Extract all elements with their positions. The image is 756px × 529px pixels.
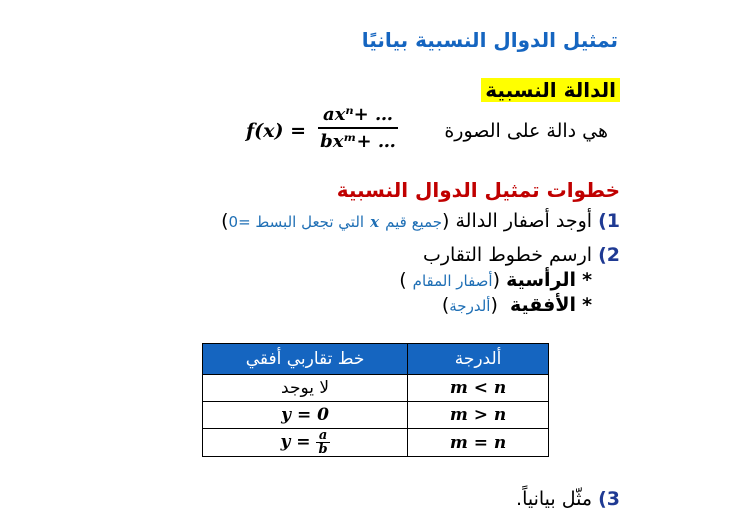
asymptote-fraction xyxy=(316,429,329,456)
step-2-vertical-open: ( xyxy=(492,269,501,291)
step-1 xyxy=(221,210,620,232)
step-2 xyxy=(423,244,620,266)
cell-degree: m = n xyxy=(408,429,549,457)
step-2-vertical-close: ) xyxy=(399,269,407,291)
step-3 xyxy=(516,488,620,510)
table-header-row xyxy=(203,344,549,375)
step-1-text: أوجد أصفار الدالة ( xyxy=(442,210,593,232)
table-row xyxy=(203,402,549,429)
table-row xyxy=(203,429,549,457)
cell-asymptote: لا يوجد xyxy=(203,375,408,402)
cell-degree: m < n xyxy=(408,375,549,402)
step-2-vertical-bullet: * xyxy=(582,269,592,291)
step-3-text: مثّل بيانياً. xyxy=(516,488,593,510)
step-2-number: 2) xyxy=(598,244,620,266)
step-1-note-after: التي تجعل البسط =0 xyxy=(228,213,365,231)
step-2-horizontal-bullet: * xyxy=(582,294,592,316)
formula-numerator: axⁿ+ … xyxy=(323,104,393,125)
step-2-horizontal-close: ) xyxy=(441,294,450,316)
step-1-close: ) xyxy=(221,210,229,232)
step-2-horizontal-open: ( xyxy=(490,294,498,316)
header-asymptote: خط تقاربي أفقي xyxy=(203,344,408,375)
asymptote-table xyxy=(202,343,549,457)
asymptote-lhs: y = xyxy=(280,432,311,452)
rational-function-formula xyxy=(246,104,396,160)
step-2-vertical-label: الرأسية xyxy=(506,269,577,291)
header-degree: ألدرجة xyxy=(408,344,549,375)
step-2-horizontal xyxy=(442,294,592,316)
step-2-horizontal-note: ألدرجة xyxy=(449,297,491,315)
step-3-number: 3) xyxy=(598,488,620,510)
formula-fraction xyxy=(318,104,398,152)
fraction-top: a xyxy=(316,429,329,443)
step-2-vertical-note: أصفار المقام xyxy=(412,272,493,290)
cell-asymptote: y = 0 xyxy=(203,402,408,429)
step-2-vertical xyxy=(399,269,592,291)
step-1-note-before: جميع قيم xyxy=(385,213,443,231)
table-row xyxy=(203,375,549,402)
fraction-bar xyxy=(318,127,398,129)
formula-lhs: f(x) = xyxy=(246,120,307,142)
cell-degree: m > n xyxy=(408,402,549,429)
step-1-number: 1) xyxy=(598,210,620,232)
cell-asymptote xyxy=(203,429,408,457)
definition-heading: الدالة النسبية xyxy=(481,78,620,102)
definition-text: هي دالة على الصورة xyxy=(444,120,608,142)
step-2-horizontal-label: الأفقية xyxy=(509,294,577,316)
page-title: تمثيل الدوال النسبية بيانيًا xyxy=(361,28,618,52)
step-1-note-var: x xyxy=(370,213,380,231)
step-2-text: ارسم خطوط التقارب xyxy=(422,244,593,266)
formula-denominator: bxᵐ+ … xyxy=(320,130,396,152)
steps-heading: خطوات تمثيل الدوال النسبية xyxy=(336,178,620,202)
fraction-bottom: b xyxy=(318,442,328,457)
